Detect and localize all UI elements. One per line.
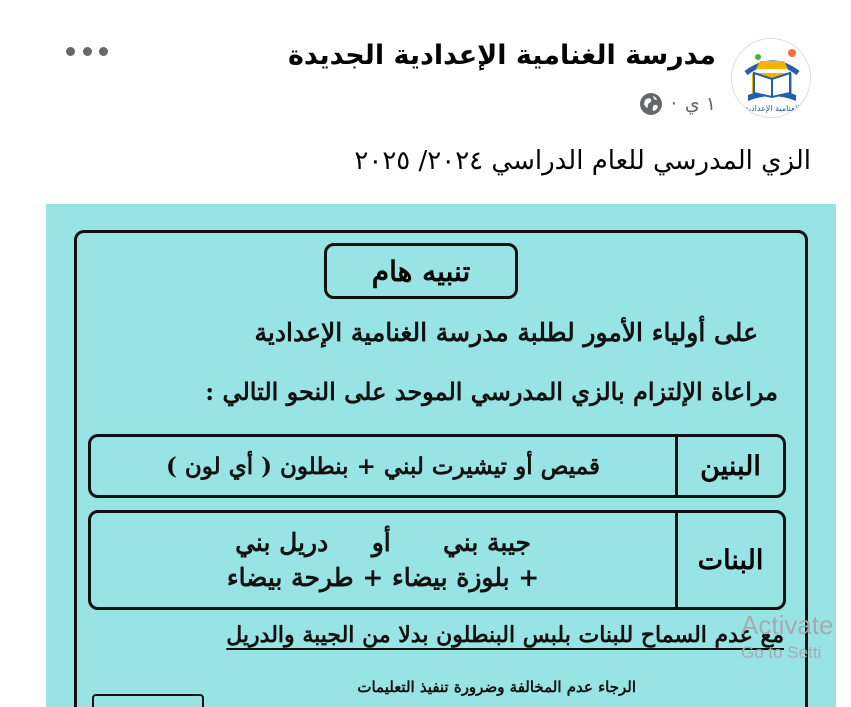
post-meta bbox=[639, 90, 716, 118]
notice-footer: الرجاء عدم المخالفة وضرورة تنفيذ التعليمات bbox=[357, 678, 636, 696]
more-horizontal-icon-dot bbox=[83, 47, 92, 56]
logo-text: الغنامية الإعدادية bbox=[744, 104, 800, 113]
post-header bbox=[0, 30, 851, 130]
corner-stamp bbox=[92, 694, 204, 707]
notice-line-1: على أولياء الأمور لطلبة مدرسة الغنامية الإعدادية bbox=[254, 318, 758, 347]
post-image[interactable] bbox=[46, 204, 836, 707]
more-options-button[interactable] bbox=[66, 42, 108, 60]
school-logo-icon bbox=[732, 39, 811, 118]
notice-heading: تنبيه هام bbox=[324, 243, 518, 299]
page-avatar[interactable] bbox=[731, 38, 811, 118]
boys-uniform-row bbox=[88, 434, 786, 498]
watermark-title: Activate bbox=[741, 610, 834, 640]
globe-icon bbox=[639, 92, 663, 116]
girls-uniform-row bbox=[88, 510, 786, 610]
girls-uniform bbox=[95, 513, 671, 607]
boys-label: البنين bbox=[675, 437, 783, 495]
girls-label: البنات bbox=[675, 513, 783, 607]
post-time[interactable]: ١ ي bbox=[684, 93, 716, 115]
girls-uniform-line-2: + بلوزة بيضاء + طرحة بيضاء bbox=[226, 563, 540, 592]
post-text: الزي المدرسي للعام الدراسي ٢٠٢٤/ ٢٠٢٥ bbox=[354, 146, 811, 176]
boys-uniform-text: قميص أو تيشيرت لبني + بنطلون ( أي لون ) bbox=[166, 452, 600, 480]
page-name-link[interactable]: مدرسة الغنامية الإعدادية الجديدة bbox=[287, 40, 716, 71]
meta-separator: · bbox=[670, 93, 677, 115]
boys-uniform bbox=[95, 437, 671, 495]
girls-uniform-line-1: جيبة بني أو دريل بني bbox=[235, 528, 531, 557]
watermark-subtitle: Go to Setti bbox=[741, 643, 822, 662]
more-horizontal-icon-dot bbox=[66, 47, 75, 56]
more-horizontal-icon-dot bbox=[99, 47, 108, 56]
notice-note: مع عدم السماح للبنات بلبس البنطلون بدلا من الجيبة والدريل bbox=[226, 622, 784, 648]
notice-line-2: مراعاة الإلتزام بالزي المدرسي الموحد على النحو التالي : bbox=[205, 377, 778, 406]
